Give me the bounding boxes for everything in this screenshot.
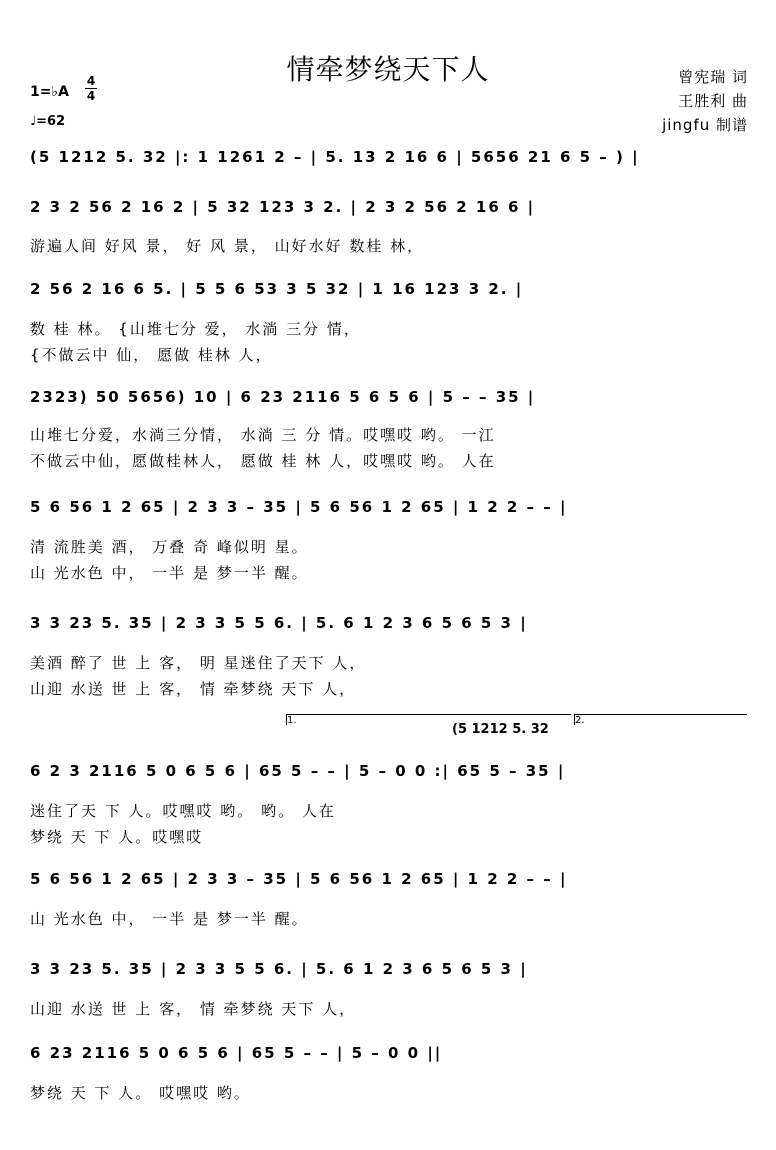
second-ending-bracket: [574, 714, 747, 725]
composer-credit: 王胜利 曲: [678, 92, 748, 110]
pickup-notes: (5 1212 5. 32: [452, 722, 549, 737]
notation-row: 3 3 23 5. 35 | 2 3 3 5 5 6. | 5. 6 1 2 3 6 5 6 5 3 |: [30, 960, 528, 978]
lyric-line: 数 桂 林。 {山堆七分 爱， 水淌 三分 情，: [30, 320, 361, 338]
notation-row: 2323) 50 5656) 10 | 6 23 2116 5 6 5 6 | 5 – – 35 |: [30, 388, 536, 406]
lyric-line: 山迎 水送 世 上 客， 情 牵梦绕 天下 人，: [30, 1000, 357, 1018]
notation-row: 5 6 56 1 2 65 | 2 3 3 – 35 | 5 6 56 1 2 65 | 1 2 2 – – |: [30, 498, 568, 516]
lyric-line: 游遍人间 好风 景， 好 风 景， 山好水好 数桂 林，: [30, 237, 425, 255]
lyric-line: {不做云中 仙， 愿做 桂林 人，: [30, 346, 273, 364]
meter-top: 4: [86, 74, 96, 88]
lyric-line: 梦绕 天 下 人。 哎嘿哎 哟。: [30, 1084, 251, 1102]
notation-row: 2 56 2 16 6 5. | 5 5 6 53 3 5 32 | 1 16 123 3 2. |: [30, 280, 524, 298]
lyric-line: 迷住了天 下 人。哎嘿哎 哟。 哟。 人在: [30, 802, 336, 820]
arranger-credit: jingfu 制谱: [662, 116, 748, 134]
tempo-marking: ♩=62: [30, 114, 66, 129]
lyric-line: 清 流胜美 酒， 万叠 奇 峰似明 星。: [30, 538, 309, 556]
time-signature: [84, 74, 98, 103]
first-ending-label: 1.: [287, 715, 297, 726]
notation-row: 2 3 2 56 2 16 2 | 5 32 123 3 2. | 2 3 2 56 2 16 6 |: [30, 198, 536, 216]
notation-row: (5 1212 5. 32 |: 1 1261 2 – | 5. 13 2 16 6 | 5656 21 6 5 – ) |: [30, 148, 640, 166]
lyric-line: 不做云中仙，愿做桂林人， 愿做 桂 林 人，哎嘿哎 哟。 人在: [30, 452, 496, 470]
key-signature: 1=♭A: [30, 84, 69, 100]
second-ending-label: 2.: [575, 715, 585, 726]
lyric-line: 山堆七分爱，水淌三分情， 水淌 三 分 情。哎嘿哎 哟。 一江: [30, 426, 496, 444]
lyric-line: 美酒 醉了 世 上 客， 明 星迷住了天下 人，: [30, 654, 367, 672]
notation-row: 6 23 2116 5 0 6 5 6 | 65 5 – – | 5 – 0 0 ||: [30, 1044, 443, 1062]
lyric-line: 山 光水色 中， 一半 是 梦一半 醒。: [30, 564, 309, 582]
notation-row: 6 2 3 2116 5 0 6 5 6 | 65 5 – – | 5 – 0 0 :| 65 5 – 35 |: [30, 762, 566, 780]
lyricist-credit: 曾宪瑞 词: [678, 68, 748, 86]
lyric-line: 山 光水色 中， 一半 是 梦一半 醒。: [30, 910, 309, 928]
lyric-line: 梦绕 天 下 人。哎嘿哎: [30, 828, 204, 846]
lyric-line: 山迎 水送 世 上 客， 情 牵梦绕 天下 人，: [30, 680, 357, 698]
meter-bottom: 4: [86, 89, 96, 103]
notation-row: 3 3 23 5. 35 | 2 3 3 5 5 6. | 5. 6 1 2 3 6 5 6 5 3 |: [30, 614, 528, 632]
song-title: 情牵梦绕天下人: [286, 53, 490, 86]
notation-row: 5 6 56 1 2 65 | 2 3 3 – 35 | 5 6 56 1 2 65 | 1 2 2 – – |: [30, 870, 568, 888]
